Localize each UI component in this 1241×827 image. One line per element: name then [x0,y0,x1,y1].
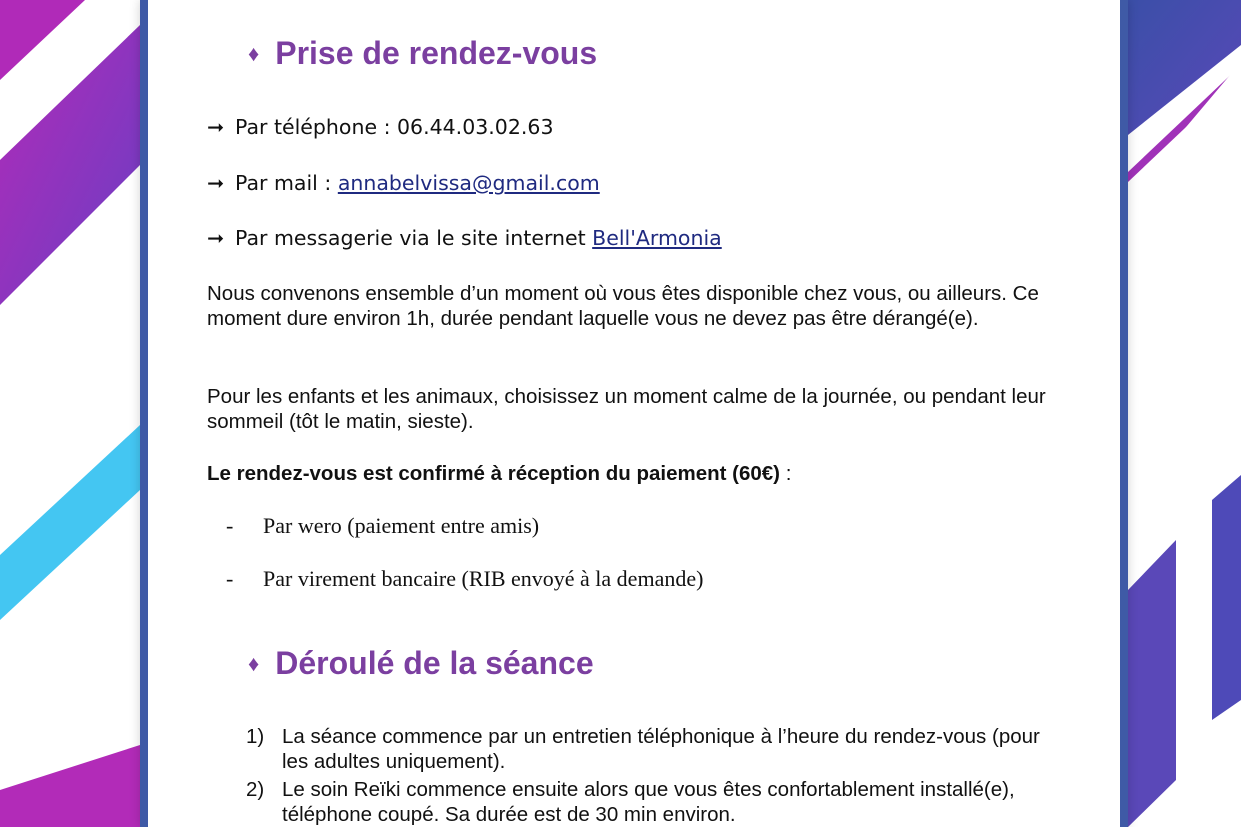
dash-bullet: - [226,513,234,538]
step-number: 2) [246,778,265,801]
session-step [246,724,1046,774]
arrow-right-icon: ➞ [207,226,225,250]
session-heading-text: Déroulé de la séance [275,645,594,681]
step-text: Le soin Reïki commence ensuite alors que vous êtes confortablement installé(e), téléphone coupé. Sa durée est de 30 min environ. [282,778,1015,826]
arrow-right-icon: ➞ [207,115,225,139]
payment-text: Par virement bancaire (RIB envoyé à la demande) [263,566,704,591]
mail-label: Par mail : [235,171,338,195]
booking-heading [248,35,597,72]
confirmation-bold-text: Le rendez-vous est confirmé à réception du paiement (60€) [207,462,781,485]
step-text: La séance commence par un entretien téléphonique à l’heure du rendez-vous (pour les adultes uniquement). [282,725,1040,773]
site-label: Par messagerie via le site internet [235,226,593,250]
confirmation-tail: : [780,462,792,485]
phone-number: 06.44.03.02.63 [397,115,554,139]
dash-bullet: - [226,566,234,591]
booking-heading-text: Prise de rendez-vous [275,35,598,71]
session-heading [248,645,594,682]
document-page [140,0,1128,827]
diamond-bullet-icon: ♦ [248,651,260,676]
payment-item [226,566,703,592]
availability-paragraph: Nous convenons ensemble d’un moment où vous êtes disponible chez vous, ou ailleurs. Ce moment dure environ 1h, durée pendant laquelle vous ne devez pas être dérangé(e). [207,282,1039,330]
payment-text: Par wero (paiement entre amis) [263,513,540,538]
step-number: 1) [246,725,265,748]
payment-item [226,513,539,539]
session-step [246,777,1046,827]
site-line [207,226,722,250]
arrow-right-icon: ➞ [207,171,225,195]
website-link[interactable]: Bell'Armonia [592,226,722,250]
phone-line [207,115,554,139]
phone-label: Par téléphone : [235,115,397,139]
confirmation-paragraph [207,461,1047,486]
mail-line [207,171,600,195]
email-link[interactable]: annabelvissa@gmail.com [337,171,600,195]
children-animals-paragraph: Pour les enfants et les animaux, choisissez un moment calme de la journée, ou pendant leur sommeil (tôt le matin, sieste). [207,385,1046,433]
diamond-bullet-icon: ♦ [248,41,260,66]
